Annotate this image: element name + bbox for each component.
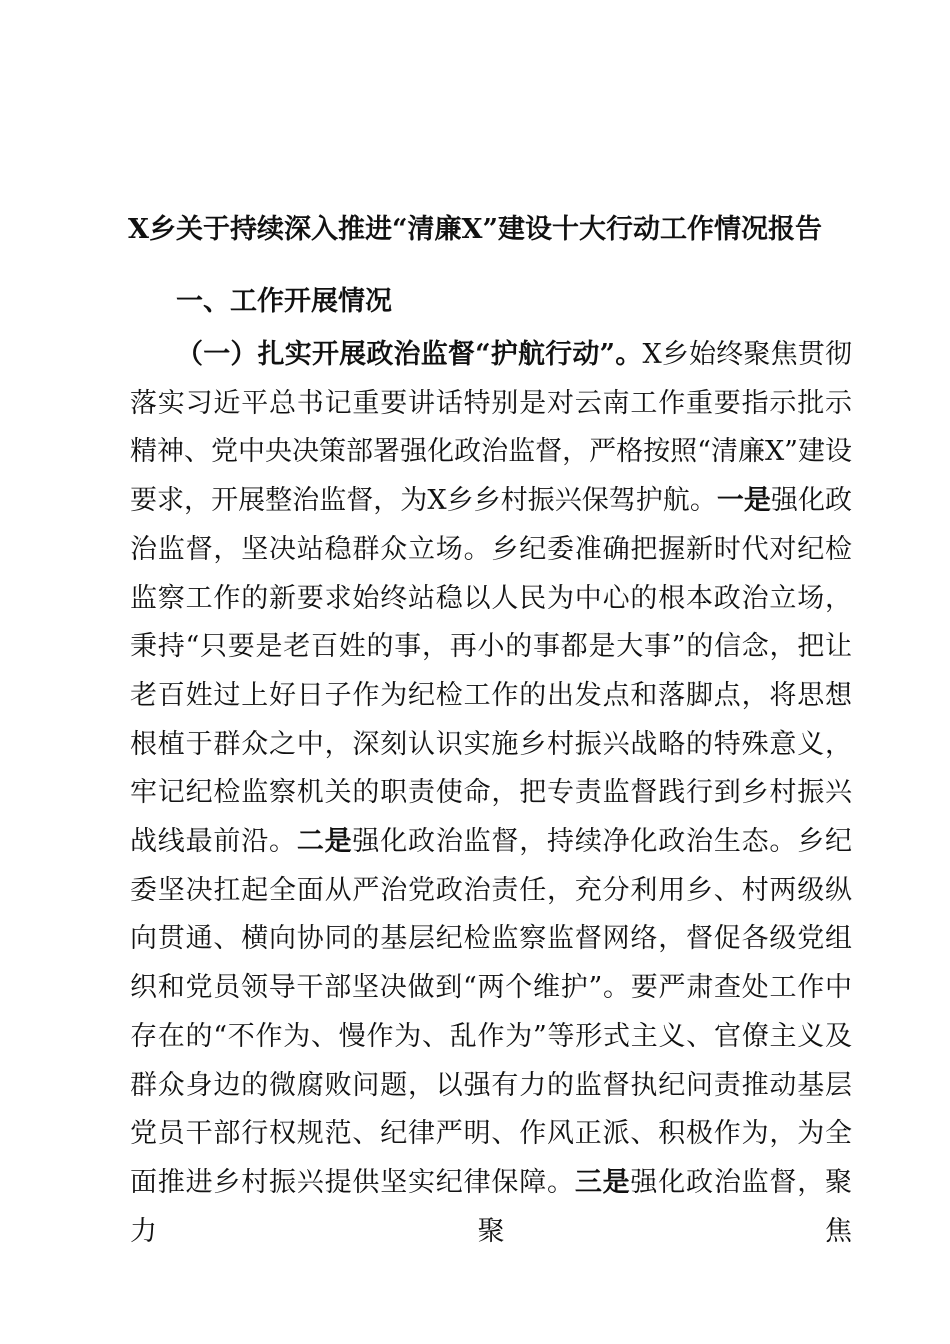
document-title: X乡关于持续深入推进“清廉X”建设十大行动工作情况报告 <box>128 214 822 245</box>
point-label-1: 一是 <box>716 485 771 517</box>
subsection-heading: （一）扎实开展政治监督“护航行动”。 <box>176 339 643 370</box>
point-label-2: 二是 <box>296 826 353 858</box>
body-paragraph <box>130 331 852 1256</box>
point-text-1: 强化政治监督，坚决站稳群众立场。乡纪委准确把握新时代对纪检监察工作的新要求始终站稳以人民为中心的根本政治立场，秉持“只要是老百姓的事，再小的事都是大事”的信念，把让老百姓过上好日子作为纪检工作的出发点和落脚点，将思想根植于群众之中，深刻认识实施乡村振兴战略的特殊意义，牢记纪检监察机关的职责使命，把专责监督践行到乡村振兴战线最前沿。 <box>130 485 852 858</box>
paragraph-intro: X乡始终聚焦贯彻落实习近平总书记重要讲话特别是对云南工作重要指示批示精神、党中央决策部署强化政治监督，严格按照“清廉X”建设要求，开展整治监督，为X乡乡村振兴保驾护航。 <box>130 339 852 517</box>
point-label-3: 三是 <box>574 1166 631 1198</box>
point-text-2: 强化政治监督，持续净化政治生态。乡纪委坚决扛起全面从严治党政治责任，充分利用乡、村两级纵向贯通、横向协同的基层纪检监察监督网络，督促各级党组织和党员领导干部坚决做到“两个维护”。要严肃查处工作中存在的“不作为、慢作为、乱作为”等形式主义、官僚主义及群众身边的微腐败问题，以强有力的监督执纪问责推动基层党员干部行权规范、纪律严明、作风正派、积极作为，为全面推进乡村振兴提供坚实纪律保障。 <box>130 826 853 1198</box>
point-text-3: 强化政治监督，聚力聚焦 <box>130 1166 853 1247</box>
section-heading: 一、工作开展情况 <box>176 286 392 317</box>
